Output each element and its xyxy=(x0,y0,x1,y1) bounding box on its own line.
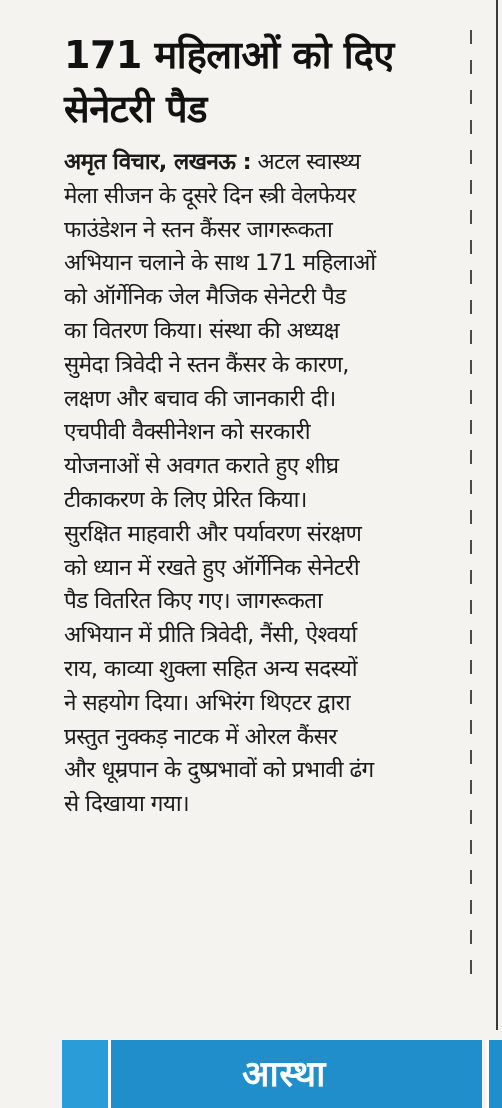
section-banner-label: आस्था xyxy=(242,1054,326,1095)
body-line: फाउंडेशन ने स्तन कैंसर जागरूकता xyxy=(64,216,333,243)
body-line: टीकाकरण के लिए प्रेरित किया। xyxy=(64,486,307,513)
body-line: और धूम्रपान के दुष्प्रभावों को प्रभावी ढंग xyxy=(64,757,374,784)
body-line: पैड वितरित किए गए। जागरूकता xyxy=(64,588,323,615)
news-article xyxy=(64,28,456,822)
body-line: ने सहयोग दिया। अभिरंग थिएटर द्वारा xyxy=(64,689,351,716)
body-line: अभियान में प्रीति त्रिवेदी, नैंसी, ऐश्वर्या xyxy=(64,622,357,649)
body-line: को ध्यान में रखते हुए ऑर्गेनिक सेनेटरी xyxy=(64,554,360,581)
right-column-rule xyxy=(496,0,498,1030)
body-line: का वितरण किया। संस्था की अध्यक्ष xyxy=(64,317,340,344)
headline-line-1: 171 महिलाओं को दिए xyxy=(64,33,394,77)
dateline: अमृत विचार, लखनऊ : xyxy=(64,149,251,175)
body-line: से दिखाया गया। xyxy=(64,791,190,818)
body-line: सुरक्षित माहवारी और पर्यावरण संरक्षण xyxy=(64,520,362,547)
body-line: लक्षण और बचाव की जानकारी दी। xyxy=(64,385,336,412)
body-line: प्रस्तुत नुक्कड़ नाटक में ओरल कैंसर xyxy=(64,723,337,750)
previous-article-fragment xyxy=(60,0,200,8)
body-line: राय, काव्या शुक्ला सहित अन्य सदस्यों xyxy=(64,655,357,682)
section-banner xyxy=(62,1040,482,1108)
body-line: योजनाओं से अवगत कराते हुए शीघ्र xyxy=(64,453,339,480)
body-line: को ऑर्गेनिक जेल मैजिक सेनेटरी पैड xyxy=(64,284,346,311)
banner-right-strip xyxy=(486,1040,502,1108)
body-line: सुमेदा त्रिवेदी ने स्तन कैंसर के कारण, xyxy=(64,351,349,378)
body-line: अभियान चलाने के साथ 171 महिलाओं xyxy=(64,250,376,277)
body-line: एचपीवी वैक्सीनेशन को सरकारी xyxy=(64,419,310,446)
article-headline xyxy=(64,28,456,136)
body-line: अमृत विचार, लखनऊ : अटल स्वास्थ्य xyxy=(64,149,361,175)
banner-edge-block xyxy=(62,1040,111,1108)
body-line: मेला सीजन के दूसरे दिन स्त्री वेलफेयर xyxy=(64,182,356,209)
headline-line-2: सेनेटरी पैड xyxy=(64,87,207,131)
article-body xyxy=(64,146,456,822)
dashed-column-rule xyxy=(468,30,474,990)
